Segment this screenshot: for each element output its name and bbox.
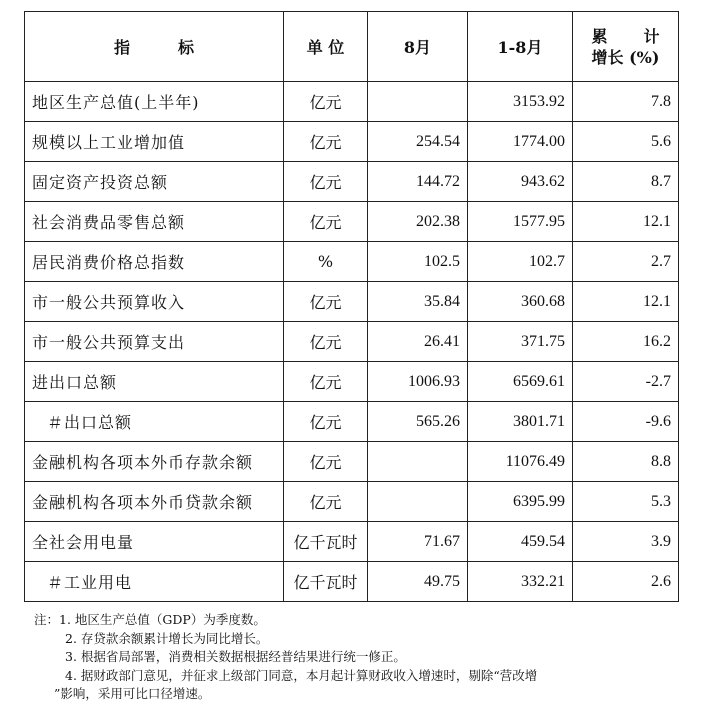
header-unit: 单 位 (284, 12, 368, 82)
row-growth: 8.8 (573, 442, 679, 482)
row-august: 26.41 (368, 322, 468, 362)
footnote-1: 注：1. 地区生产总值（GDP）为季度数。 (34, 612, 266, 627)
row-name: 固定资产投资总额 (25, 162, 284, 202)
row-ytd: 1577.95 (468, 202, 573, 242)
row-august: 144.72 (368, 162, 468, 202)
row-growth: 2.7 (573, 242, 679, 282)
table-row (25, 362, 679, 402)
row-name: 市一般公共预算收入 (25, 282, 284, 322)
row-name: 市一般公共预算支出 (25, 322, 284, 362)
row-august: 202.38 (368, 202, 468, 242)
footnote-2: 2. 存贷款余额累计增长为同比增长。 (65, 630, 269, 646)
statistics-table (24, 11, 679, 602)
table-row (25, 82, 679, 122)
row-unit: 亿元 (284, 442, 368, 482)
row-name: 地区生产总值(上半年) (25, 82, 284, 122)
row-ytd: 371.75 (468, 322, 573, 362)
row-unit: 亿元 (284, 82, 368, 122)
table-row (25, 202, 679, 242)
header-ytd: 1-8月 (468, 12, 573, 82)
footnote-4: 4. 据财政部门意见，并征求上级部门同意，本月起计算财政收入增速时，剔除“营改增 (65, 667, 538, 683)
row-unit: 亿元 (284, 402, 368, 442)
table-row (25, 482, 679, 522)
table-row (25, 122, 679, 162)
row-unit: 亿元 (284, 282, 368, 322)
row-growth: 5.3 (573, 482, 679, 522)
row-name: ＃工业用电 (25, 562, 284, 602)
table-row (25, 402, 679, 442)
row-ytd: 3801.71 (468, 402, 573, 442)
row-ytd: 943.62 (468, 162, 573, 202)
row-growth: -9.6 (573, 402, 679, 442)
row-growth: 16.2 (573, 322, 679, 362)
table-row (25, 322, 679, 362)
header-august: 8月 (368, 12, 468, 82)
row-ytd: 6395.99 (468, 482, 573, 522)
row-august: 49.75 (368, 562, 468, 602)
row-unit: 亿千瓦时 (284, 562, 368, 602)
row-unit: 亿元 (284, 362, 368, 402)
row-august (368, 82, 468, 122)
row-growth: 5.6 (573, 122, 679, 162)
table-row (25, 442, 679, 482)
row-august: 102.5 (368, 242, 468, 282)
row-growth: 7.8 (573, 82, 679, 122)
row-august: 35.84 (368, 282, 468, 322)
row-ytd: 332.21 (468, 562, 573, 602)
row-unit: 亿千瓦时 (284, 522, 368, 562)
table-row (25, 282, 679, 322)
header-cumulative-growth: 累 计 增长 (%) (573, 12, 679, 82)
row-growth: 8.7 (573, 162, 679, 202)
header-indicator: 指 标 (25, 12, 284, 82)
row-august: 565.26 (368, 402, 468, 442)
row-growth: 12.1 (573, 202, 679, 242)
row-growth: 12.1 (573, 282, 679, 322)
table-row (25, 522, 679, 562)
row-august: 71.67 (368, 522, 468, 562)
row-ytd: 3153.92 (468, 82, 573, 122)
table-row (25, 162, 679, 202)
footnote-4-continued: ”影响，采用可比口径增速。 (54, 686, 211, 702)
footnote-3: 3. 根据省局部署，消费相关数据根据经普结果进行统一修正。 (65, 649, 406, 665)
table-row (25, 562, 679, 602)
row-ytd: 360.68 (468, 282, 573, 322)
row-name: 社会消费品零售总额 (25, 202, 284, 242)
row-august (368, 482, 468, 522)
row-unit: 亿元 (284, 122, 368, 162)
row-name: 金融机构各项本外币存款余额 (25, 442, 284, 482)
row-name: ＃出口总额 (25, 402, 284, 442)
row-growth: 2.6 (573, 562, 679, 602)
row-unit: 亿元 (284, 322, 368, 362)
table-header-row (25, 12, 679, 82)
row-august: 1006.93 (368, 362, 468, 402)
row-name: 规模以上工业增加值 (25, 122, 284, 162)
row-name: 进出口总额 (25, 362, 284, 402)
footnotes (34, 611, 694, 704)
row-unit: 亿元 (284, 482, 368, 522)
row-ytd: 6569.61 (468, 362, 573, 402)
row-unit: 亿元 (284, 202, 368, 242)
table-row (25, 242, 679, 282)
row-unit: 亿元 (284, 162, 368, 202)
row-ytd: 459.54 (468, 522, 573, 562)
row-name: 全社会用电量 (25, 522, 284, 562)
row-ytd: 102.7 (468, 242, 573, 282)
row-growth: 3.9 (573, 522, 679, 562)
row-ytd: 1774.00 (468, 122, 573, 162)
row-unit: % (284, 242, 368, 282)
row-august: 254.54 (368, 122, 468, 162)
row-name: 金融机构各项本外币贷款余额 (25, 482, 284, 522)
row-name: 居民消费价格总指数 (25, 242, 284, 282)
row-growth: -2.7 (573, 362, 679, 402)
row-august (368, 442, 468, 482)
row-ytd: 11076.49 (468, 442, 573, 482)
